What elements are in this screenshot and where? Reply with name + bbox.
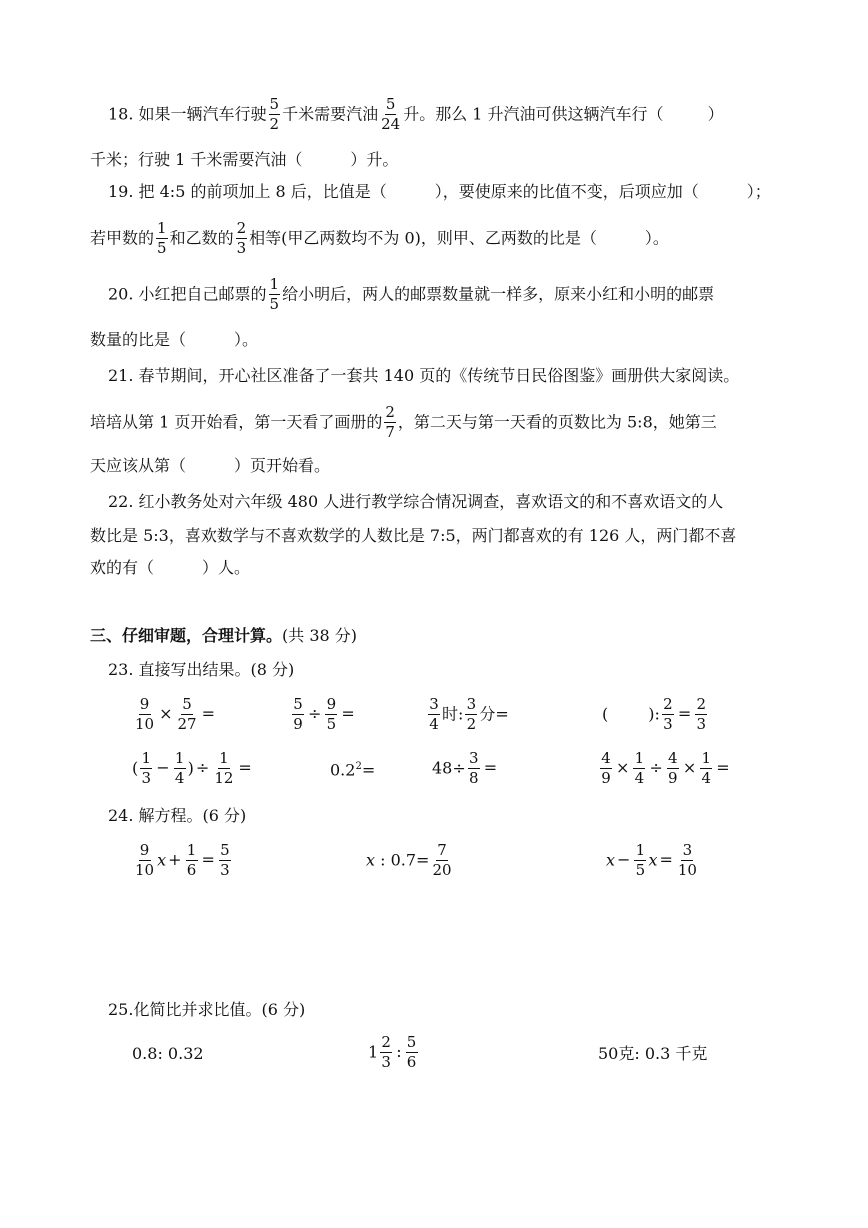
q21-text-a: 培培从第 1 页开始看，第一天看了画册的 bbox=[90, 412, 383, 432]
q18-fraction-2: $\frac{5}{24}$ bbox=[381, 95, 401, 134]
q23-expr-6: $0.2^2=$ bbox=[330, 760, 376, 780]
q18-text-b: 千米需要汽油 bbox=[282, 104, 379, 124]
q18-line1 bbox=[108, 96, 724, 134]
q23-expr-8: $\frac{4}{9}$ × $\frac{1}{4}$ ÷ $\frac{4}{9}$ × $\frac{1}{4}$ = bbox=[601, 749, 730, 788]
q23-expr-7: 48÷ $\frac{3}{8}$ = bbox=[432, 749, 498, 788]
q24-equation-3: x − $\frac{1}{5}$ x = $\frac{3}{10}$ bbox=[606, 841, 697, 880]
q23-expr-1: $\frac{9}{10}$ × $\frac{5}{27}$ = bbox=[135, 695, 215, 734]
q23-expr-2: $\frac{5}{9}$ ÷ $\frac{9}{5}$ = bbox=[293, 695, 355, 734]
q18-fraction-1: $\frac{5}{2}$ bbox=[269, 95, 280, 134]
q20-line2: 数量的比是（ ）。 bbox=[90, 330, 259, 349]
q19-fraction-2: $\frac{2}{3}$ bbox=[236, 219, 247, 258]
section3-title: 三、仔细审题，合理计算。 bbox=[90, 626, 283, 645]
q19-text-a: 若甲数的 bbox=[90, 228, 155, 248]
q18-text-a: 18. 如果一辆汽车行驶 bbox=[108, 104, 267, 124]
q21-text-b: ，第二天与第一天看的页数比为 5:8，她第三 bbox=[397, 412, 717, 432]
q18-line2: 千米；行驶 1 千米需要汽油（ ）升。 bbox=[90, 150, 399, 169]
q19-fraction-1: $\frac{1}{5}$ bbox=[157, 219, 167, 258]
q25-expr-1: 0.8: 0.32 bbox=[132, 1044, 204, 1063]
q24-equation-1: $\frac{9}{10}$ x + $\frac{1}{6}$ = $\frac{5}{3}$ bbox=[135, 841, 230, 880]
q21-line1: 21. 春节期间，开心社区准备了一套共 140 页的《传统节日民俗图鉴》画册供大家阅读。 bbox=[108, 366, 740, 385]
q21-line3: 天应该从第（ ）页开始看。 bbox=[90, 456, 331, 475]
q18-text-d: ） bbox=[707, 104, 724, 124]
q23-expr-5: ( $\frac{1}{3}$ − $\frac{1}{4}$ ) ÷ $\frac{1}{12}$ = bbox=[132, 749, 252, 788]
q19-text-c: 相等(甲乙两数均不为 0)，则甲、乙两数的比是（ ）。 bbox=[249, 228, 669, 248]
q25-expr-3: 50克: 0.3 千克 bbox=[598, 1044, 708, 1063]
q23-expr-4: ( ): $\frac{2}{3}$ = $\frac{2}{3}$ bbox=[602, 695, 707, 734]
q24-equation-2: x : 0.7= $\frac{7}{20}$ bbox=[366, 841, 452, 880]
q25-title: 25.化简比并求比值。(6 分) bbox=[108, 1000, 306, 1019]
q20-fraction-1: $\frac{1}{5}$ bbox=[269, 275, 280, 314]
q18-text-c: 升。那么 1 升汽油可供这辆汽车行（ bbox=[403, 104, 664, 124]
q21-line2 bbox=[90, 404, 717, 442]
q25-expr-2: 1 $\frac{2}{3}$ : $\frac{5}{6}$ bbox=[368, 1033, 417, 1072]
q20-line1 bbox=[108, 276, 714, 314]
q23-expr-3: $\frac{3}{4}$ 时: $\frac{3}{2}$ 分= bbox=[429, 695, 509, 734]
section3-points: (共 38 分) bbox=[282, 626, 358, 645]
q19-line2 bbox=[90, 220, 669, 258]
q22-line3: 欢的有（ ）人。 bbox=[90, 558, 251, 577]
q22-line1: 22. 红小教务处对六年级 480 人进行教学综合情况调查，喜欢语文的和不喜欢语文的人 bbox=[108, 492, 724, 511]
q22-line2: 数比是 5:3，喜欢数学与不喜欢数学的人数比是 7:5，两门都喜欢的有 126 人，两门都不喜 bbox=[90, 526, 737, 545]
q20-text-a: 20. 小红把自己邮票的 bbox=[108, 284, 267, 304]
q23-title: 23. 直接写出结果。(8 分) bbox=[108, 660, 295, 679]
q19-line1: 19. 把 4:5 的前项加上 8 后，比值是（ ），要使原来的比值不变，后项应加（ ）； bbox=[108, 182, 771, 201]
q19-text-b: 和乙数的 bbox=[169, 228, 234, 248]
q21-fraction-1: $\frac{2}{7}$ bbox=[385, 403, 395, 442]
q20-text-b: 给小明后，两人的邮票数量就一样多，原来小红和小明的邮票 bbox=[282, 284, 715, 304]
q24-title: 24. 解方程。(6 分) bbox=[108, 806, 247, 825]
section3-heading bbox=[90, 628, 357, 644]
